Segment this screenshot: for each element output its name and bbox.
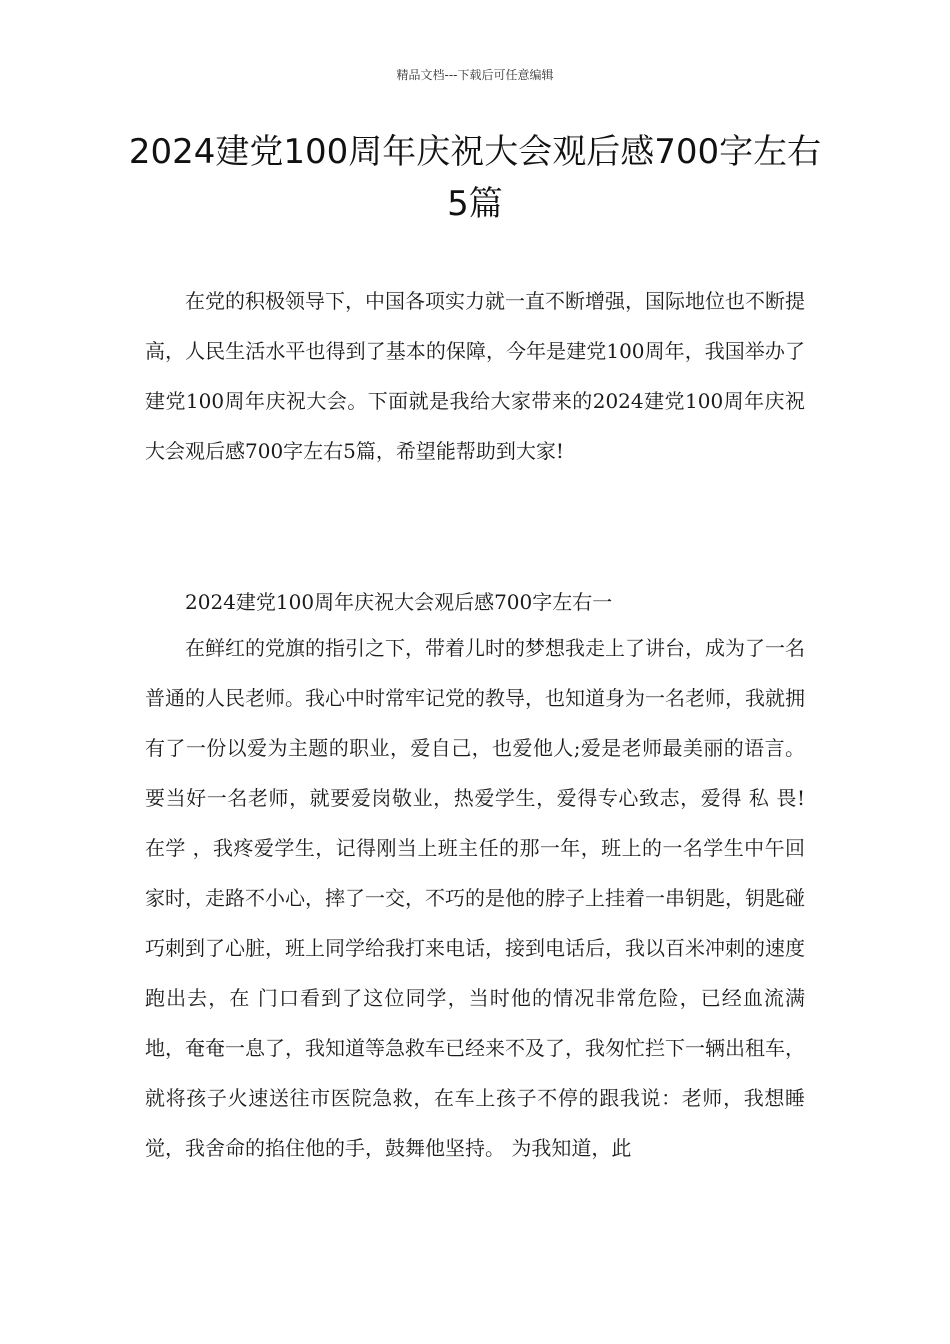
intro-paragraph: 在党的积极领导下，中国各项实力就一直不断增强，国际地位也不断提高，人民生活水平也得到了基本的保障，今年是建党100周年，我国举办了建党100周年庆祝大会。下面就是我给大家带来的2024建党100周年庆祝大会观后感700字左右5篇，希望能帮助到大家! (145, 289, 805, 463)
document-title: 2024建党100周年庆祝大会观后感700字左右5篇 (128, 132, 822, 224)
section-heading: 2024建党100周年庆祝大会观后感700字左右一 (185, 590, 613, 614)
header-note: 精品文档---下载后可任意编辑 (396, 68, 554, 82)
body-paragraph: 在鲜红的党旗的指引之下，带着儿时的梦想我走上了讲台，成为了一名普通的人民老师。我心中时常牢记党的教导，也知道身为一名老师，我就拥有了一份以爱为主题的职业，爱自己，也爱他人;爱是老师最美丽的语言。要当好一名老师，就要爱岗敬业，热爱学生，爱得专心致志，爱得 私 畏!在学 ，我疼爱学生，记得刚当上班主任的那一年，班上的一名学生中午回家时，走路不小心，摔了一交，不巧的是他的脖子上挂着一串钥匙，钥匙碰巧刺到了心脏，班上同学给我打来电话，接到电话后，我以百米冲刺的速度跑出去，在 门口看到了这位同学，当时他的情况非常危险，已经血流满地，奄奄一息了，我知道等急救车已经来不及了，我匆忙拦下一辆出租车，就将孩子火速送往市医院急救，在车上孩子不停的跟我说：老师，我想睡觉，我舍命的掐住他的手，鼓舞他坚持。 为我知道，此 (145, 636, 805, 1160)
